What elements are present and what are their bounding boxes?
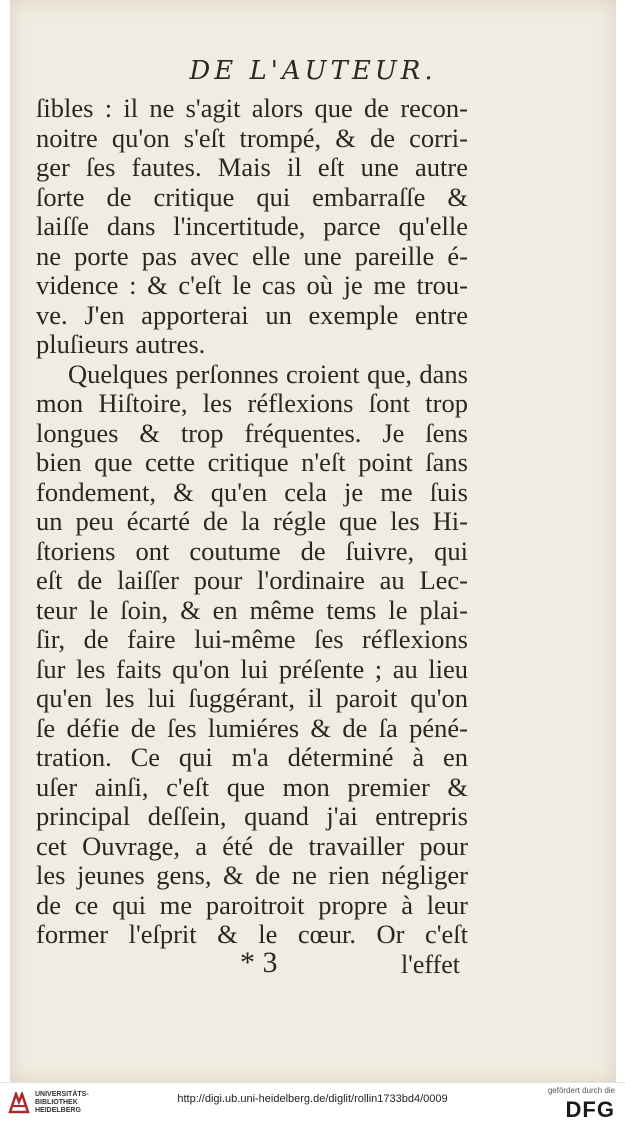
- text-line: de ce qui me paroitroit propre à leur: [36, 890, 468, 920]
- text-line: former l'eſprit & le cœur. Or c'eſt: [36, 920, 468, 949]
- text-line: cet Ouvrage, a été de travailler pour: [36, 831, 468, 861]
- sponsor-block[interactable]: [548, 1086, 615, 1123]
- footer-bar: [0, 1082, 625, 1127]
- text-line: ſibles : il ne s'agit alors que de recon-: [36, 94, 468, 123]
- signature-mark: * 3: [240, 946, 278, 979]
- text-line: principal deſſein, quand j'ai entrepris: [36, 802, 468, 831]
- library-line: BIBLIOTHEK: [35, 1099, 78, 1106]
- text-line: un peu écarté de la régle que les Hi-: [36, 507, 468, 536]
- text-line: pluſieurs autres.: [36, 330, 206, 359]
- text-line: ſur les faits qu'on lui préſente ; au lieu: [36, 654, 468, 684]
- text-line: tration. Ce qui m'a déterminé à en: [36, 743, 468, 772]
- sponsor-text: gefördert durch die: [547, 1086, 615, 1095]
- text-line: ſorte de critique qui embarraſſe &: [36, 182, 468, 212]
- text-line: laiſſe dans l'incertitude, parce qu'elle: [36, 212, 468, 241]
- book-page: [10, 0, 616, 1082]
- text-line: bien que cette critique n'eſt point ſans: [36, 448, 468, 477]
- text-line: eſt de laiſſer pour l'ordinaire au Lec-: [36, 566, 468, 595]
- text-line: ne porte pas avec elle une pareille é-: [36, 241, 468, 271]
- permalink-url[interactable]: http://digi.ub.uni-heidelberg.de/diglit/rollin1733bd4/0009: [177, 1093, 448, 1105]
- running-header: DE L'AUTEUR.: [189, 56, 437, 86]
- text-line: longues & trop fréquentes. Je ſens: [36, 418, 468, 448]
- text-line: qu'en les lui ſuggérant, il paroit qu'on: [36, 684, 468, 713]
- text-line: noitre qu'on s'eſt trompé, & de corri-: [36, 123, 468, 153]
- text-line: teur le ſoin, & en même tems le plai-: [36, 595, 468, 625]
- text-line: ger ſes fautes. Mais il eſt une autre: [36, 153, 468, 182]
- dfg-logo: DFG: [565, 1097, 615, 1122]
- text-line: les jeunes gens, & de ne rien négliger: [36, 861, 468, 890]
- text-line: vidence : & c'eſt le cas où je me trou-: [36, 271, 468, 300]
- body-text: [36, 94, 468, 950]
- text-line: fondement, & qu'en cela je me ſuis: [36, 477, 468, 507]
- text-line: mon Hiſtoire, les réflexions ſont trop: [36, 389, 468, 418]
- text-line: ve. J'en apporterai un exemple entre: [36, 300, 468, 330]
- text-line: ſtoriens ont coutume de ſuivre, qui: [36, 536, 468, 566]
- catchword: l'effet: [400, 950, 460, 979]
- text-line: Quelques perſonnes croient que, dans: [68, 359, 468, 389]
- text-line: ſe défie de ſes lumiéres & de ſa péné-: [36, 713, 468, 743]
- library-line: HEIDELBERG: [35, 1107, 81, 1114]
- text-line: ſir, de faire lui-même ſes réflexions: [36, 625, 468, 654]
- text-line: uſer ainſi, c'eſt que mon premier &: [36, 772, 468, 802]
- library-line: UNIVERSITÄTS-: [35, 1091, 89, 1098]
